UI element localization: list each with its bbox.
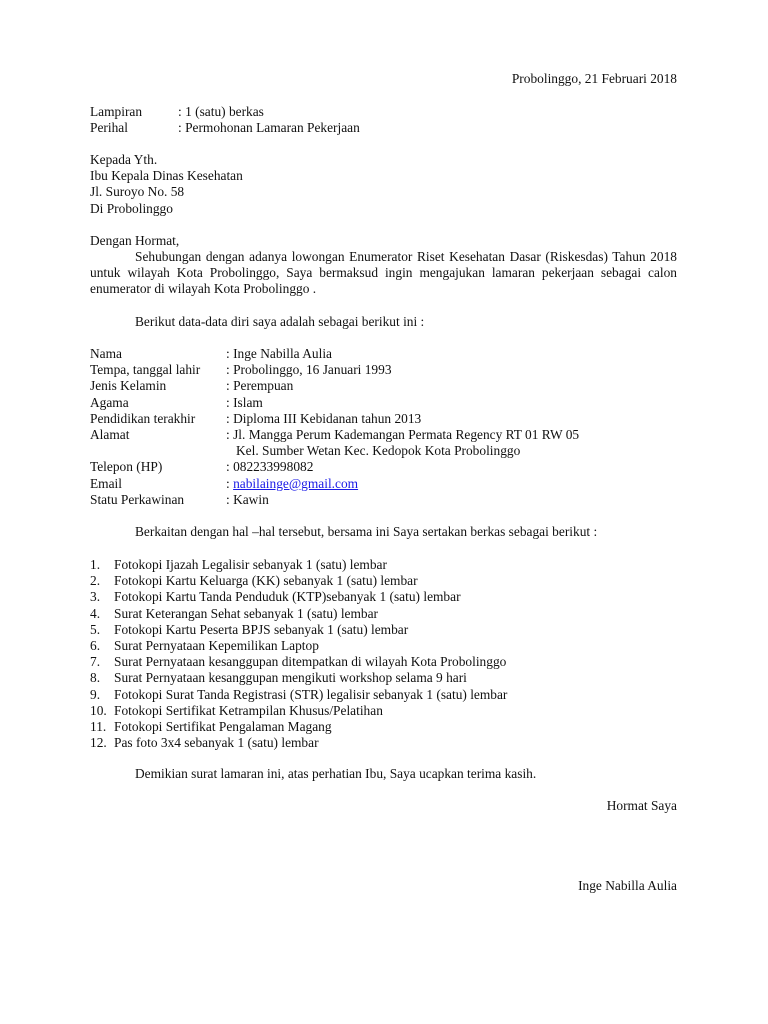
- meta-label: Perihal: [90, 120, 128, 136]
- data-row-telepon: [90, 459, 677, 475]
- list-item: [90, 638, 677, 654]
- list-text: Fotokopi Ijazah Legalisir sebanyak 1 (satu) lembar: [114, 557, 387, 572]
- data-row-agama: [90, 395, 677, 411]
- list-item: [90, 606, 677, 622]
- data-row-ttl: [90, 362, 677, 378]
- email-prefix: :: [226, 475, 234, 491]
- list-number: 9.: [90, 686, 101, 702]
- list-number: 10.: [90, 702, 107, 718]
- letter-meta: [90, 104, 677, 136]
- salutation: [90, 233, 677, 249]
- data-value: : Diploma III Kebidanan tahun 2013: [226, 410, 422, 426]
- data-value: : Kawin: [226, 491, 269, 507]
- meta-row-lampiran: [90, 104, 677, 120]
- list-text: Fotokopi Sertifikat Ketrampilan Khusus/Pelatihan: [114, 702, 383, 718]
- list-item: [90, 687, 677, 703]
- data-value: : Perempuan: [226, 378, 294, 394]
- list-text: Surat Pernyataan Kepemilikan Laptop: [114, 638, 319, 654]
- signer-name: Inge Nabilla Aulia: [578, 878, 677, 893]
- data-row-alamat-cont: [90, 443, 677, 459]
- list-text: Fotokopi Kartu Peserta BPJS sebanyak 1 (satu) lembar: [114, 621, 409, 637]
- data-intro-paragraph: Berikut data-data diri saya adalah sebagai berikut ini :: [135, 314, 425, 329]
- intro-paragraph: Sehubungan dengan adanya lowongan Enumerator Riset Kesehatan Dasar (Riskesdas) Tahun 2018 untuk wilayah Kota Probolinggo, Saya bermaksud ingin mengajukan lamaran pekerjaan sebagai calon enumerator di wilayah Kota Probolinggo .: [90, 249, 677, 297]
- data-row-alamat: [90, 427, 677, 443]
- list-number: 2.: [90, 573, 101, 589]
- date-line: [90, 71, 677, 87]
- data-label: Telepon (HP): [90, 459, 163, 475]
- data-value: Kel. Sumber Wetan Kec. Kedopok Kota Probolinggo: [236, 443, 521, 459]
- list-text: Fotokopi Kartu Keluarga (KK) sebanyak 1 (satu) lembar: [114, 573, 418, 589]
- list-item: [90, 735, 677, 751]
- list-text: Surat Pernyataan kesanggupan mengikuti workshop selama 9 hari: [114, 670, 467, 686]
- meta-value: : Permohonan Lamaran Pekerjaan: [178, 120, 360, 136]
- list-item: [90, 589, 677, 605]
- data-row-pendidikan: [90, 411, 677, 427]
- recipient-line: Di Probolinggo: [90, 200, 173, 216]
- list-number: 8.: [90, 670, 101, 686]
- list-item: [90, 670, 677, 686]
- list-item: [90, 719, 677, 735]
- data-label: Statu Perkawinan: [90, 491, 185, 507]
- list-number: 7.: [90, 654, 101, 670]
- salutation-text: Dengan Hormat,: [90, 233, 180, 248]
- list-text: Pas foto 3x4 sebanyak 1 (satu) lembar: [114, 735, 319, 751]
- list-text: Fotokopi Kartu Tanda Penduduk (KTP)sebanyak 1 (satu) lembar: [114, 589, 461, 605]
- data-label: Tempa, tanggal lahir: [90, 362, 201, 378]
- signoff-hormat: Hormat Saya: [606, 798, 677, 813]
- data-value: : Islam: [226, 394, 263, 410]
- data-label: Email: [90, 475, 122, 491]
- list-item: [90, 557, 677, 573]
- attach-intro-paragraph: Berkaitan dengan hal –hal tersebut, bersama ini Saya sertakan berkas sebagai berikut :: [135, 524, 598, 539]
- list-item: [90, 654, 677, 670]
- meta-row-perihal: [90, 120, 677, 136]
- recipient-line: Ibu Kepala Dinas Kesehatan: [90, 168, 243, 184]
- meta-value: : 1 (satu) berkas: [178, 104, 264, 119]
- recipient-block: [90, 152, 677, 217]
- recipient-line: Kepada Yth.: [90, 152, 158, 167]
- data-label: Jenis Kelamin: [90, 378, 167, 394]
- data-label: Nama: [90, 346, 122, 361]
- data-label: Alamat: [90, 427, 130, 443]
- list-number: 6.: [90, 638, 101, 654]
- list-text: Fotokopi Surat Tanda Registrasi (STR) legalisir sebanyak 1 (satu) lembar: [114, 686, 508, 702]
- list-item: [90, 703, 677, 719]
- list-text: Surat Pernyataan kesanggupan ditempatkan di wilayah Kota Probolinggo: [114, 654, 507, 670]
- data-label: Agama: [90, 394, 129, 410]
- list-number: 5.: [90, 621, 101, 637]
- date-text: Probolinggo, 21 Februari 2018: [511, 71, 677, 86]
- data-value: : 082233998082: [226, 459, 314, 475]
- list-item: [90, 573, 677, 589]
- recipient-line: Jl. Suroyo No. 58: [90, 184, 185, 200]
- data-label-spacer: [90, 443, 226, 459]
- data-value: : Inge Nabilla Aulia: [226, 346, 332, 361]
- data-label: Pendidikan terakhir: [90, 410, 196, 426]
- data-row-nama: [90, 346, 677, 362]
- data-row-jenis-kelamin: [90, 378, 677, 394]
- list-number: 11.: [90, 719, 107, 735]
- list-text: Surat Keterangan Sehat sebanyak 1 (satu) lembar: [114, 605, 378, 621]
- list-number: 3.: [90, 589, 101, 605]
- data-value: : Probolinggo, 16 Januari 1993: [226, 362, 392, 378]
- data-row-email: [90, 476, 677, 492]
- meta-label: Lampiran: [90, 104, 143, 119]
- personal-data-table: [90, 346, 677, 508]
- data-row-status: [90, 492, 677, 508]
- list-number: 1.: [90, 557, 101, 572]
- closing-paragraph: Demikian surat lamaran ini, atas perhatian Ibu, Saya ucapkan terima kasih.: [135, 766, 537, 781]
- data-value: : Jl. Mangga Perum Kademangan Permata Regency RT 01 RW 05: [226, 427, 580, 443]
- list-number: 4.: [90, 605, 101, 621]
- email-link[interactable]: nabilainge@gmail.com: [233, 475, 359, 491]
- list-number: 12.: [90, 735, 107, 751]
- list-text: Fotokopi Sertifikat Pengalaman Magang: [114, 719, 332, 735]
- attachment-list: [90, 557, 677, 751]
- list-item: [90, 622, 677, 638]
- data-value: [226, 476, 677, 492]
